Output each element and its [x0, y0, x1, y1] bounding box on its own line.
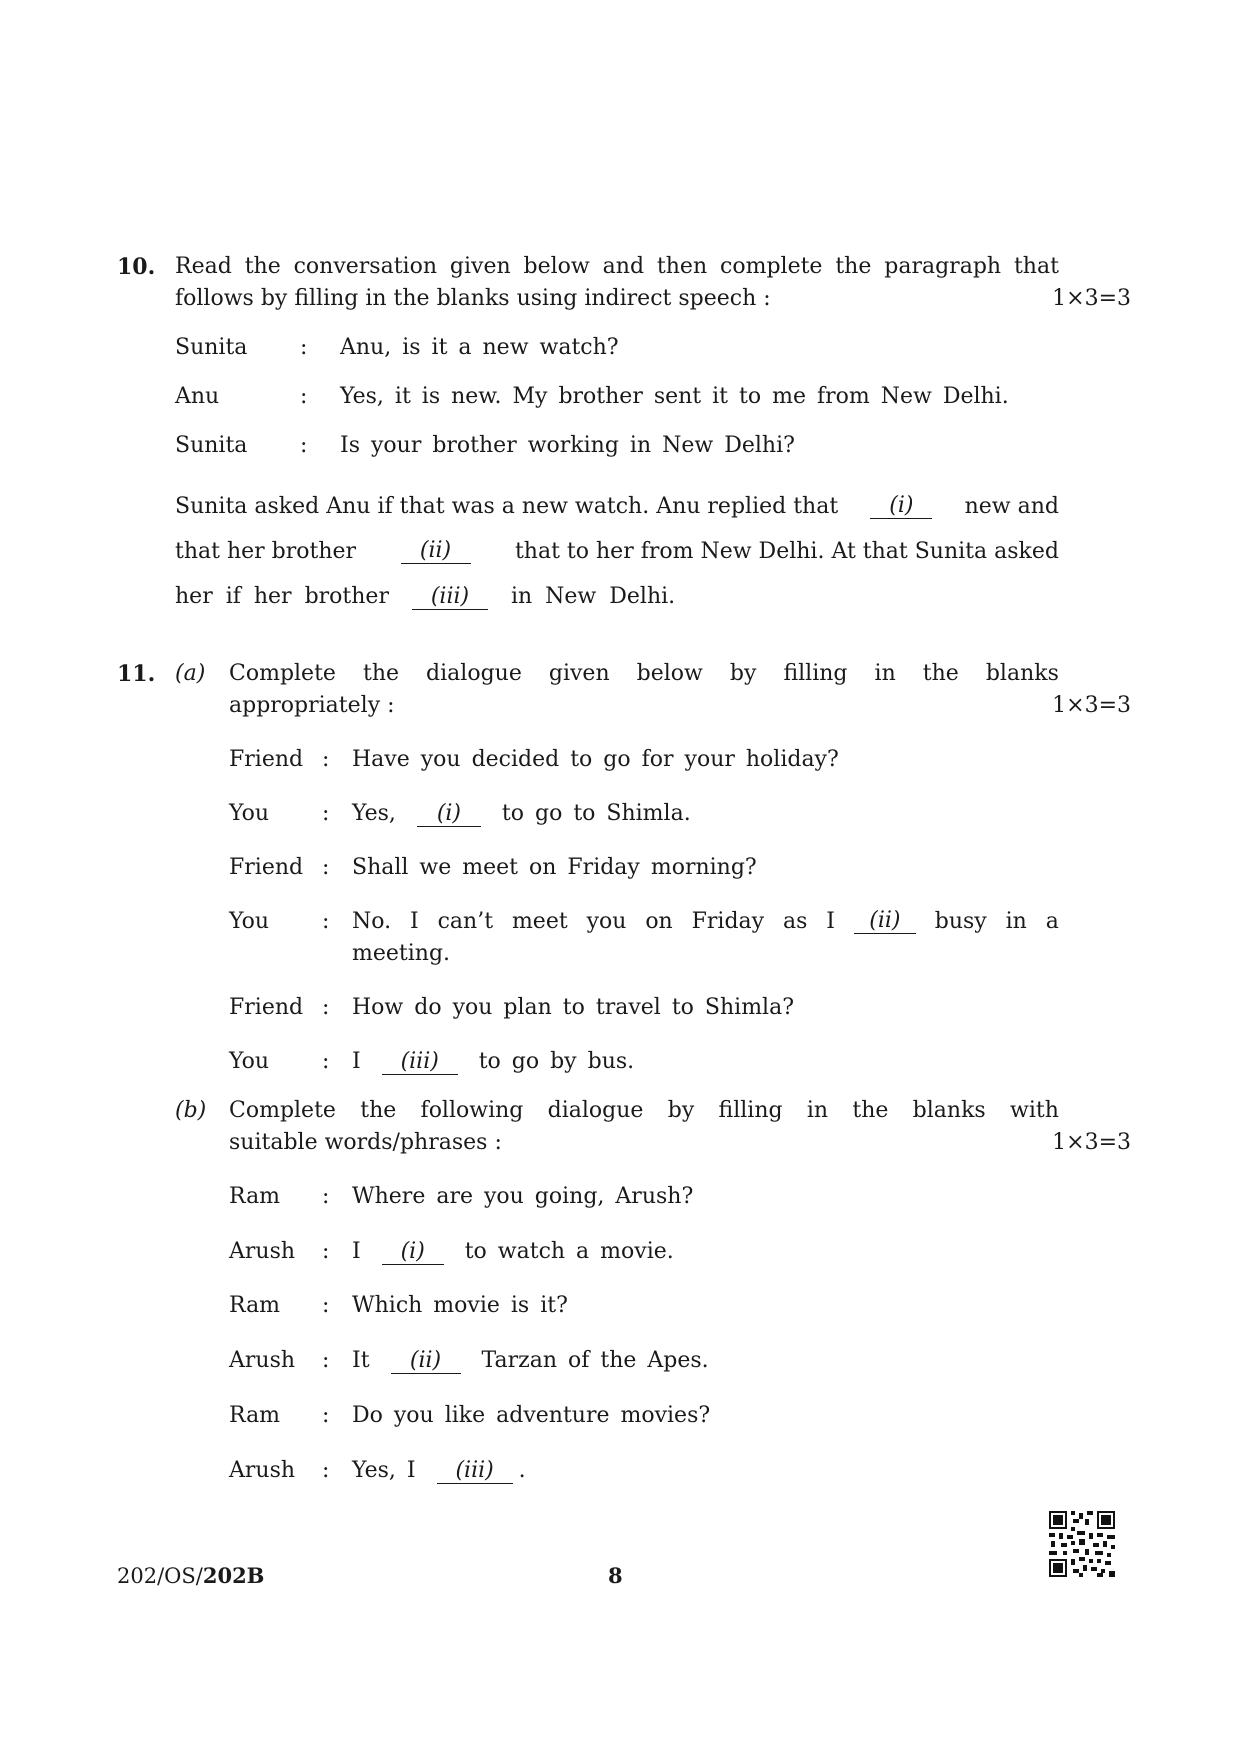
dialogue-text-post: Tarzan of the Apes. — [481, 1348, 709, 1373]
instruction-word: the — [244, 254, 281, 279]
dialogue-speaker: Friend — [229, 995, 304, 1020]
q11b-instruction-line2: suitable words/phrases : — [229, 1130, 502, 1155]
dialogue-speaker: Anu — [175, 384, 220, 409]
dialogue-text-post: to go to Shimla. — [501, 801, 691, 826]
instruction-word: in — [874, 661, 896, 686]
q10-instruction-line1 — [175, 254, 1059, 279]
q11b-marks: 1×3=3 — [1052, 1130, 1131, 1155]
dialogue-colon: : — [322, 995, 330, 1020]
q10-paragraph-line3 — [175, 584, 675, 610]
instruction-word: the — [852, 1098, 889, 1123]
answer-blank: (i) — [417, 802, 481, 827]
instruction-word: conversation — [293, 254, 438, 279]
instruction-word: below — [523, 254, 590, 279]
q11a-label: (a) — [175, 661, 206, 686]
instruction-word: blanks — [912, 1098, 986, 1123]
dialogue-text-line1 — [352, 909, 1059, 934]
dialogue-text-pre: Yes, — [352, 801, 396, 826]
instruction-word: dialogue — [426, 661, 522, 686]
q11b-label: (b) — [175, 1098, 207, 1123]
dialogue-text: Do you like adventure movies? — [352, 1403, 711, 1428]
dialogue-word: a — [1045, 909, 1059, 934]
paragraph-text: that to her from New Delhi. At that Sunita asked — [514, 539, 1059, 564]
dialogue-word: in — [1005, 909, 1027, 934]
instruction-word: and — [602, 254, 645, 279]
answer-blank: (i) — [382, 1240, 444, 1265]
q11a-marks: 1×3=3 — [1052, 693, 1131, 718]
dialogue-speaker: Sunita — [175, 335, 248, 360]
dialogue-text: Anu, is it a new watch? — [340, 335, 619, 360]
dialogue-speaker: Friend — [229, 855, 304, 880]
page-number: 8 — [608, 1563, 623, 1588]
dialogue-text-pre: I — [352, 1239, 361, 1264]
dialogue-text — [352, 1239, 674, 1265]
instruction-word: the — [922, 661, 959, 686]
dialogue-word: busy — [934, 909, 987, 934]
dialogue-speaker: Ram — [229, 1403, 281, 1428]
answer-blank: (ii) — [401, 539, 471, 564]
dialogue-text: Shall we meet on Friday morning? — [352, 855, 757, 880]
q11-number: 11. — [117, 661, 156, 687]
dialogue-text-post: . — [518, 1458, 526, 1483]
answer-blank: (iii) — [382, 1050, 458, 1075]
instruction-word: the — [360, 1098, 397, 1123]
instruction-word: filling — [718, 1098, 783, 1123]
dialogue-text-post: to go by bus. — [478, 1049, 635, 1074]
dialogue-colon: : — [322, 1348, 330, 1373]
paragraph-text: that her brother — [175, 539, 357, 564]
paper-code-prefix: 202/OS/ — [117, 1564, 203, 1588]
paragraph-text: new and — [964, 494, 1059, 519]
dialogue-text: Which movie is it? — [352, 1293, 568, 1318]
dialogue-text: Where are you going, Arush? — [352, 1184, 694, 1209]
q10-marks: 1×3=3 — [1052, 286, 1131, 311]
q10-paragraph-line1 — [175, 494, 1059, 519]
dialogue-colon: : — [322, 1293, 330, 1318]
dialogue-text — [352, 1458, 526, 1484]
dialogue-text — [352, 1348, 709, 1374]
dialogue-speaker: Arush — [229, 1348, 296, 1373]
dialogue-text-pre: Yes, I — [352, 1458, 416, 1483]
dialogue-colon: : — [300, 433, 308, 458]
dialogue-colon: : — [322, 1458, 330, 1483]
instruction-word: paragraph — [884, 254, 1002, 279]
answer-blank: (ii) — [854, 909, 916, 934]
q10-paragraph-line2 — [175, 539, 1059, 564]
instruction-word: blanks — [985, 661, 1059, 686]
instruction-word: filling — [783, 661, 848, 686]
dialogue-speaker: Arush — [229, 1239, 296, 1264]
answer-blank: (iii) — [437, 1459, 513, 1484]
dialogue-colon: : — [322, 1239, 330, 1264]
dialogue-word: I — [410, 909, 419, 934]
qr-code-icon — [1049, 1511, 1115, 1577]
dialogue-speaker: Sunita — [175, 433, 248, 458]
q10-number: 10. — [117, 254, 156, 280]
q10-instruction-line2: follows by filling in the blanks using indirect speech : — [175, 286, 771, 311]
instruction-word: the — [835, 254, 872, 279]
paragraph-text: her if her brother — [175, 584, 389, 609]
dialogue-colon: : — [322, 801, 330, 826]
dialogue-colon: : — [322, 1049, 330, 1074]
dialogue-text: Is your brother working in New Delhi? — [340, 433, 795, 458]
dialogue-word: meet — [511, 909, 568, 934]
dialogue-colon: : — [322, 747, 330, 772]
q11a-instruction-line1 — [229, 661, 1059, 686]
dialogue-text: Yes, it is new. My brother sent it to me from New Delhi. — [340, 384, 1009, 409]
dialogue-colon: : — [300, 384, 308, 409]
dialogue-word: as — [782, 909, 808, 934]
dialogue-colon: : — [322, 1403, 330, 1428]
dialogue-speaker: You — [229, 801, 270, 826]
instruction-word: that — [1013, 254, 1059, 279]
dialogue-word: you — [586, 909, 627, 934]
instruction-word: Complete — [229, 661, 336, 686]
instruction-word: given — [548, 661, 610, 686]
dialogue-text-line2: meeting. — [352, 941, 451, 966]
dialogue-text — [352, 1049, 634, 1075]
dialogue-word: on — [645, 909, 673, 934]
dialogue-colon: : — [300, 335, 308, 360]
dialogue-speaker: Ram — [229, 1293, 281, 1318]
dialogue-text — [352, 801, 691, 827]
dialogue-word: Friday — [691, 909, 765, 934]
instruction-word: by — [729, 661, 757, 686]
instruction-word: following — [420, 1098, 524, 1123]
answer-blank: (iii) — [412, 585, 488, 610]
dialogue-speaker: Arush — [229, 1458, 296, 1483]
instruction-word: by — [667, 1098, 695, 1123]
answer-blank: (i) — [870, 494, 932, 519]
q11b-instruction-line1 — [229, 1098, 1059, 1123]
paragraph-text: Sunita asked Anu if that was a new watch. Anu replied that — [175, 494, 839, 519]
dialogue-word: can’t — [437, 909, 494, 934]
dialogue-speaker: Ram — [229, 1184, 281, 1209]
dialogue-speaker: Friend — [229, 747, 304, 772]
instruction-word: Complete — [229, 1098, 336, 1123]
instruction-word: with — [1009, 1098, 1059, 1123]
paragraph-text: in New Delhi. — [510, 584, 676, 609]
dialogue-text-pre: I — [352, 1049, 361, 1074]
instruction-word: below — [636, 661, 703, 686]
instruction-word: in — [806, 1098, 829, 1123]
dialogue-text-post: to watch a movie. — [464, 1239, 674, 1264]
dialogue-word: I — [826, 909, 835, 934]
dialogue-speaker: You — [229, 1049, 270, 1074]
instruction-word: complete — [720, 254, 823, 279]
dialogue-speaker: You — [229, 909, 270, 934]
instruction-word: Read — [175, 254, 232, 279]
dialogue-word: No. — [352, 909, 392, 934]
paper-code — [117, 1563, 264, 1588]
instruction-word: then — [656, 254, 708, 279]
q11a-instruction-line2: appropriately : — [229, 693, 395, 718]
dialogue-colon: : — [322, 1184, 330, 1209]
instruction-word: the — [362, 661, 400, 686]
instruction-word: dialogue — [547, 1098, 644, 1123]
dialogue-text: How do you plan to travel to Shimla? — [352, 995, 795, 1020]
dialogue-text: Have you decided to go for your holiday? — [352, 747, 839, 772]
dialogue-colon: : — [322, 855, 330, 880]
dialogue-colon: : — [322, 909, 330, 934]
dialogue-text-pre: It — [352, 1348, 370, 1373]
answer-blank: (ii) — [391, 1349, 461, 1374]
paper-code-bold: 202B — [202, 1563, 265, 1588]
instruction-word: given — [449, 254, 511, 279]
